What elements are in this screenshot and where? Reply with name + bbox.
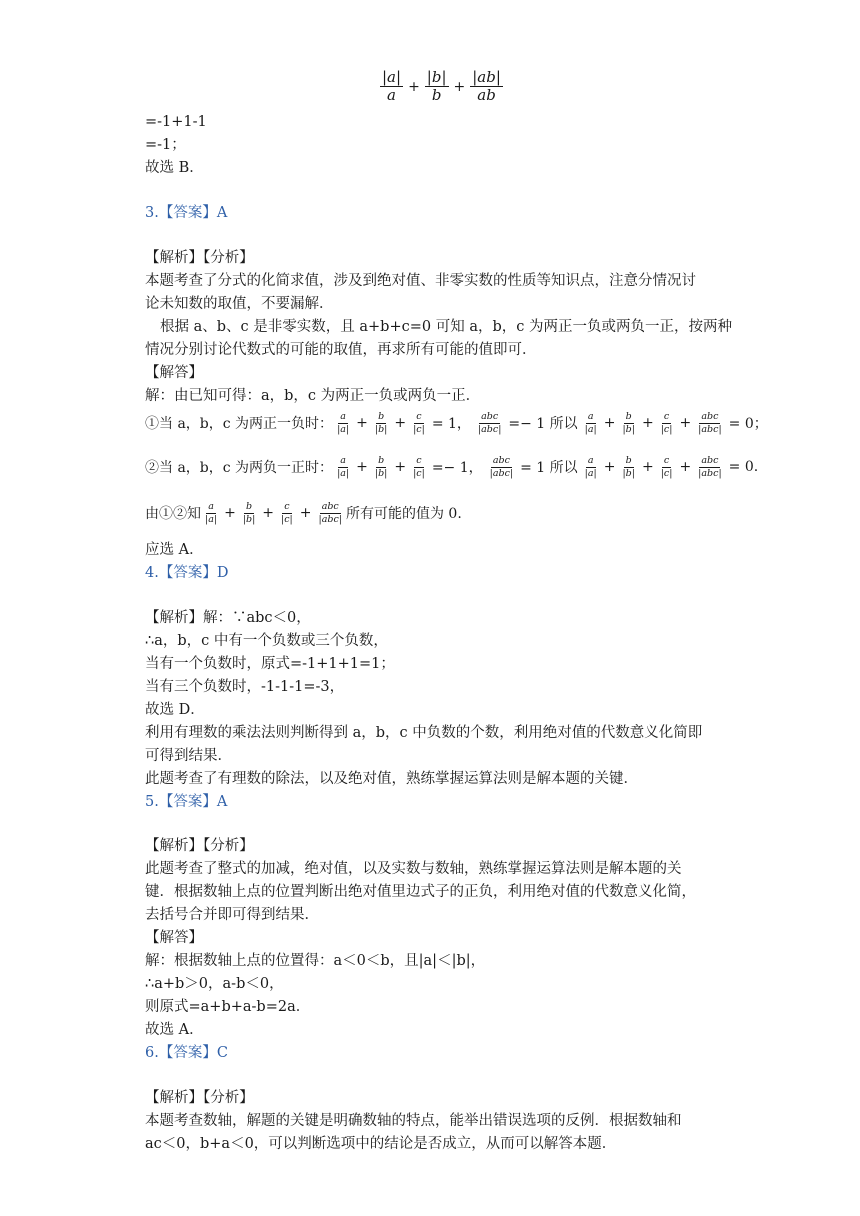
fraction: $\frac{|ab|}{ab}$ bbox=[472, 68, 501, 104]
text-line: 此题考查了整式的加减，绝对值，以及实数与数轴，熟练掌握运算法则是解本题的关 bbox=[145, 861, 682, 877]
text-line: 当有三个负数时，-1-1-1=-3， bbox=[145, 679, 345, 695]
answer-heading-4: 4.【答案】D bbox=[145, 565, 229, 581]
case-2-line: ②当 a，b，c 为两负一正时： $\frac{a}{|a|}$ + $\frac{b}{|b|}$ + $\frac{c}{|c|}$ =− 1， $\frac{\text{abc}}{\text{|abc|}}$ = 1 所以 $\frac{a}{|a|}$ + $\frac{b}{|b|}$ + $\frac{c}{|c|}$ + $\frac{\text{abc}}{\text{|abc|}}$ = 0. bbox=[145, 455, 759, 479]
text-line: 论未知数的取值，不要漏解． bbox=[145, 296, 334, 312]
answer-heading-5: 5.【答案】A bbox=[145, 794, 228, 810]
analysis-label: 【解析】【分析】 bbox=[145, 1090, 254, 1106]
text-line: 故选 D． bbox=[145, 702, 205, 718]
text-line: =-1+1-1 bbox=[145, 114, 207, 130]
answer-heading-6: 6.【答案】C bbox=[145, 1045, 228, 1061]
text-line: 键．根据数轴上点的位置判断出绝对值里边式子的正负，利用绝对值的代数意义化简， bbox=[145, 884, 696, 900]
text-line: 去括号合并即可得到结果． bbox=[145, 907, 319, 923]
solution-label: 【解答】 bbox=[145, 930, 203, 946]
text-line: 解：由已知可得：a，b，c 为两正一负或两负一正． bbox=[145, 388, 481, 404]
fraction: $\frac{|a|}{a}$ bbox=[382, 68, 402, 104]
text-line: 则原式=a+b+a-b=2a． bbox=[145, 999, 311, 1015]
text-line: 【解析】解：∵abc＜0， bbox=[145, 610, 311, 626]
text-line: ac＜0，b+a＜0，可以判断选项中的结论是否成立，从而可以解答本题． bbox=[145, 1136, 617, 1152]
text-line: 本题考查数轴，解题的关键是明确数轴的特点，能举出错误选项的反例．根据数轴和 bbox=[145, 1113, 682, 1129]
solution-label: 【解答】 bbox=[145, 365, 203, 381]
text-line: 本题考查了分式的化简求值，涉及到绝对值、非零实数的性质等知识点，注意分情况讨 bbox=[145, 273, 696, 289]
text-line: ∴a，b，c 中有一个负数或三个负数， bbox=[145, 633, 388, 649]
text-line: 当有一个负数时，原式=-1+1+1=1； bbox=[145, 656, 395, 672]
conclusion-line: 由①②知 $\frac{a}{|a|}$ + $\frac{b}{|b|}$ + $\frac{c}{|c|}$ + $\frac{\text{abc}}{\text{|abc|}}$ 所有可能的值为 0. bbox=[145, 501, 462, 525]
text-line: 故选 B． bbox=[145, 160, 204, 176]
text-line: 应选 A． bbox=[145, 542, 204, 558]
text-line: 可得到结果． bbox=[145, 748, 232, 764]
text-line: 情况分别讨论代数式的可能的取值，再求所有可能的值即可． bbox=[145, 342, 537, 358]
top-expression: $\frac{|a|}{a}$ + $\frac{|b|}{b}$ + $\frac{|ab|}{ab}$ bbox=[382, 68, 501, 104]
answer-heading-3: 3.【答案】A bbox=[145, 205, 228, 221]
text-line: 故选 A． bbox=[145, 1022, 204, 1038]
fraction: $\frac{|b|}{b}$ bbox=[426, 68, 447, 104]
text-line: 根据 a、b、c 是非零实数，且 a+b+c=0 可知 a，b，c 为两正一负或两负一正，按两种 bbox=[160, 319, 732, 335]
text-line: 利用有理数的乘法法则判断得到 a，b，c 中负数的个数，利用绝对值的代数意义化简即 bbox=[145, 725, 703, 741]
analysis-label: 【解析】【分析】 bbox=[145, 838, 254, 854]
text-line: =-1； bbox=[145, 137, 186, 153]
text-line: 此题考查了有理数的除法，以及绝对值，熟练掌握运算法则是解本题的关键． bbox=[145, 771, 638, 787]
analysis-label: 【解析】【分析】 bbox=[145, 250, 254, 266]
text-line: ∴a+b＞0，a-b＜0， bbox=[145, 976, 284, 992]
case-1-line: ①当 a，b，c 为两正一负时： $\frac{a}{|a|}$ + $\frac{b}{|b|}$ + $\frac{c}{|c|}$ = 1， $\frac{\text{abc}}{\text{|abc|}}$ =− 1 所以 $\frac{a}{|a|}$ + $\frac{b}{|b|}$ + $\frac{c}{|c|}$ + $\frac{\text{abc}}{\text{|abc|}}$ = 0； bbox=[145, 411, 768, 435]
text-line: 解：根据数轴上点的位置得：a＜0＜b，且|a|＜|b|， bbox=[145, 953, 486, 969]
